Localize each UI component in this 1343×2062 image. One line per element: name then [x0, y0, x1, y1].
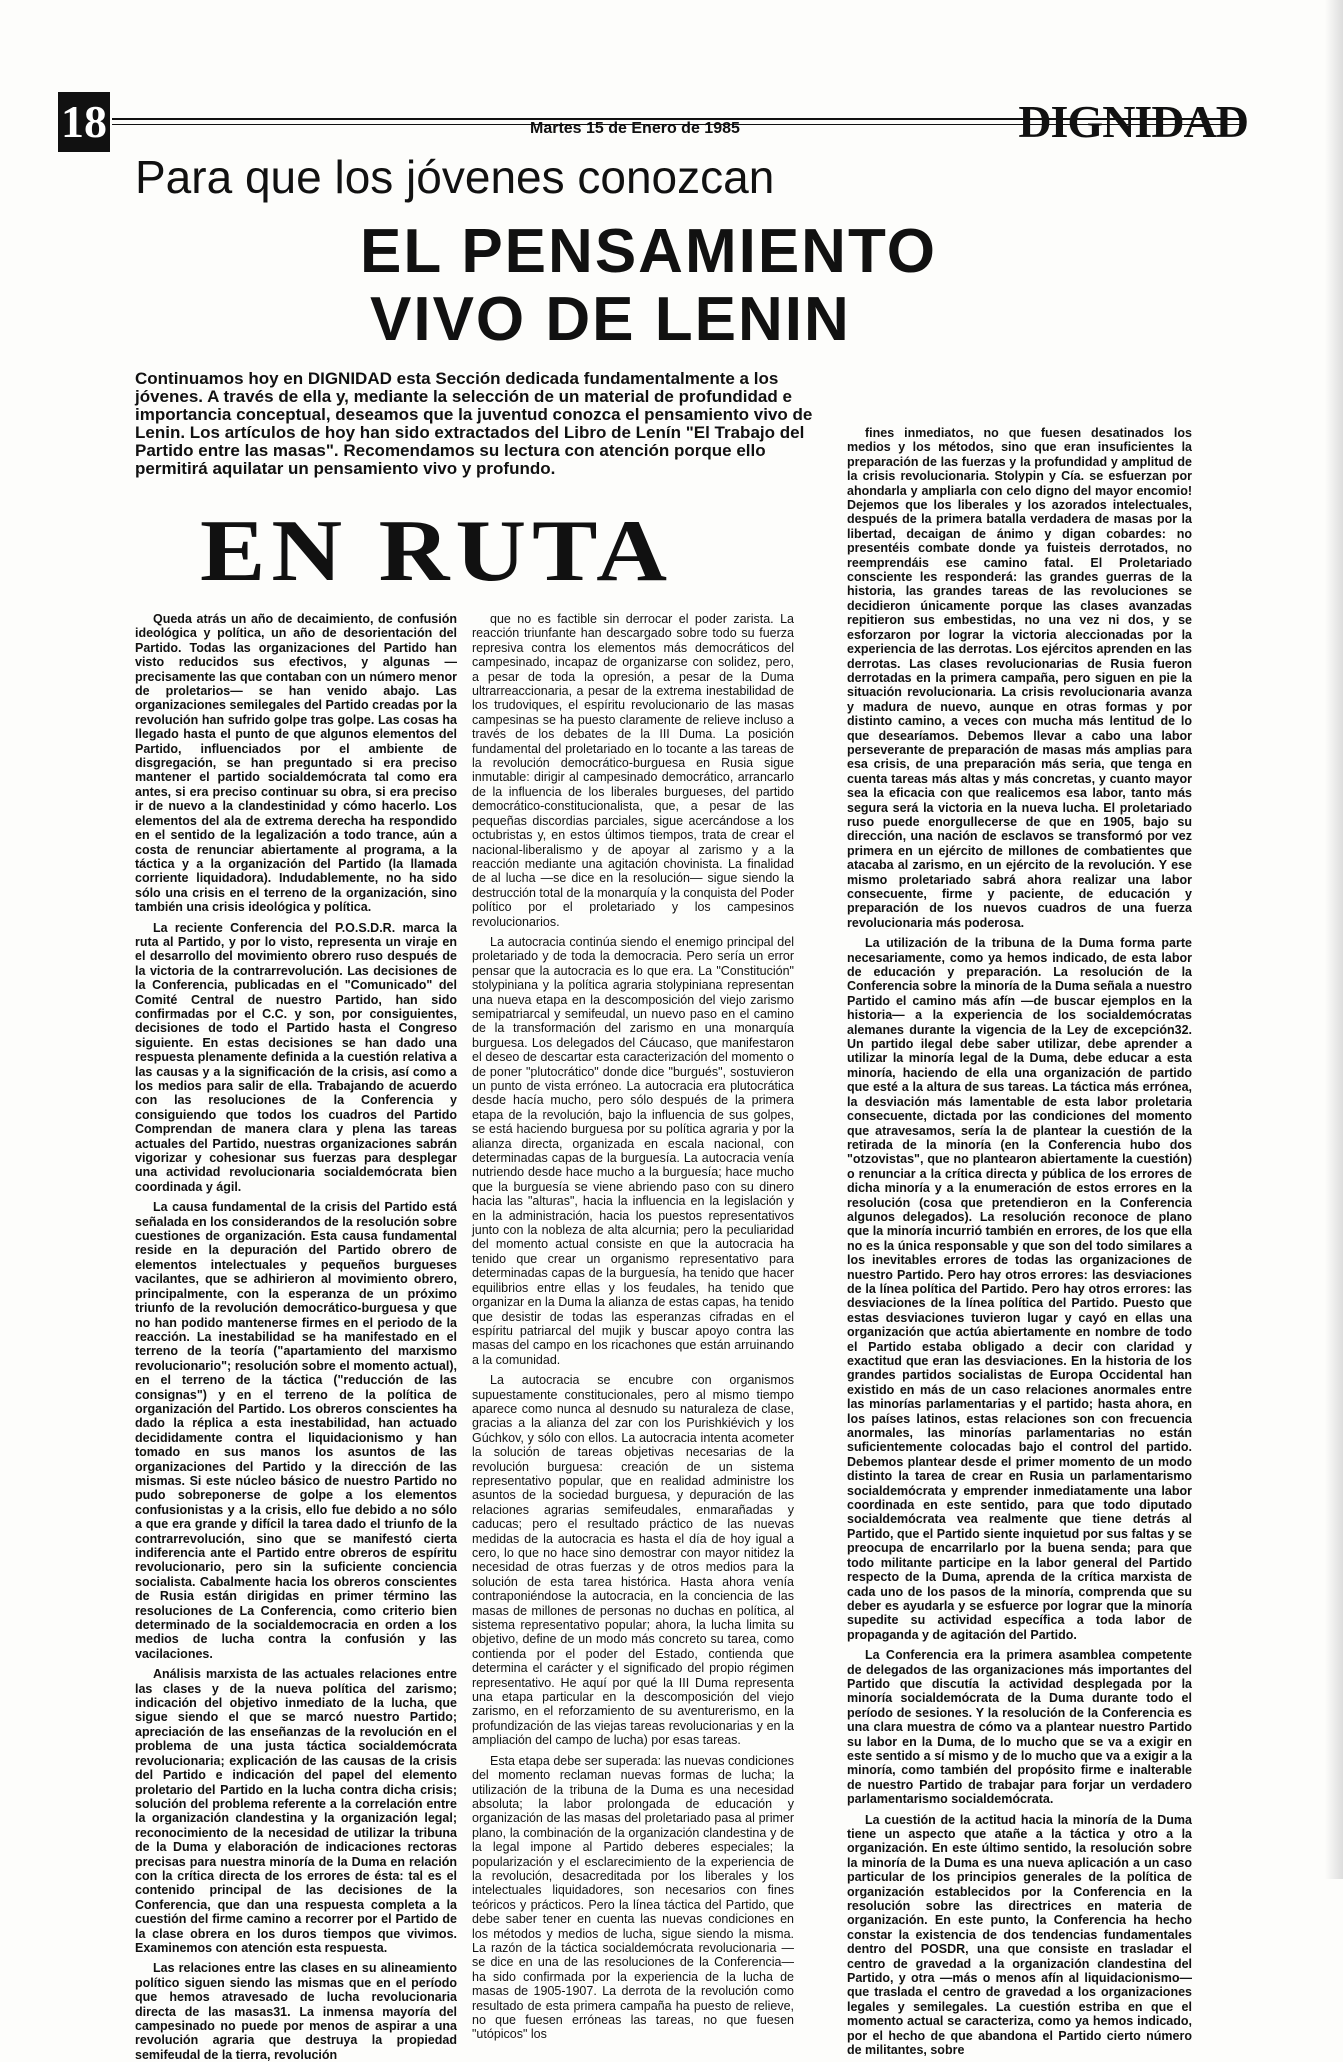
paragraph: Queda atrás un año de decaimiento, de confusión ideológica y política, un año de desorientación del Partido. Todas las organizaciones del Partido han visto reducidos sus efectivos, y algunas —precisamente las que contaban con un número menor de proletarios— se han venido abajo. Las organizaciones semilegales del Partido creadas por la revolución han sufrido golpe tras golpe. Las cosas ha llegado hasta el punto de que algunos elementos del Partido, influenciados por el ambiente de disgregación, se han preguntado si era preciso mantener el partido socialdemócrata tal como era antes, si era preciso continuar su obra, si era preciso ir de nuevo a la clandestinidad y cómo hacerlo. Los elementos del ala de extrema derecha ha respondido en el sentido de la legalización a todo trance, aún a costa de renunciar abiertamente al programa, a la táctica y a la organización del Partido (la llamada corriente liquidadora). Indudablemente, no ha sido sólo una crisis en el terreno de la organización, sino también una crisis ideológica y política.	[135, 612, 457, 915]
paragraph: La causa fundamental de la crisis del Partido está señalada en los considerandos de la resolución sobre cuestiones de organización. Esta causa fundamental reside en la depuración del Partido obrero de elementos intelectuales y pequeños burgueses vacilantes, que se adhirieron al movimiento obrero, principalmente, con la esperanza de un próximo triunfo de la revolución democrático-burguesa y que no han podido mantenerse firmes en el periodo de la reacción. La inestabilidad se ha manifestado en el terreno de la teoría ("apartamiento del marxismo revolucionario"; resolución sobre el momento actual), en el terreno de la táctica ("reducción de las consignas") y en el terreno de la política de organización del Partido. Los obreros conscientes ha dado la réplica a esta inestabilidad, han actuado decididamente contra el liquidacionismo y han tomado en sus manos los asuntos de las organizaciones del Partido y la dirección de las mismas. Si este núcleo básico de nuestro Partido no pudo sobreponerse de golpe a los elementos confusionistas y a la crisis, ello fue debido a no sólo a que era grande y difícil la tarea dado el triunfo de la contrarrevolución, sino que se manifestó cierta indiferencia ante el Partido entre obreros de espíritu revolucionario, pero sin la suficiente conciencia socialista. Cabalmente hacia los obreros conscientes de Rusia están dirigidas en primer término las resoluciones de La Conferencia, como criterio bien determinado de la socialdemocracia en orden a los medios de lucha contra la confusión y las vacilaciones.	[135, 1200, 457, 1661]
paragraph: que no es factible sin derrocar el poder zarista. La reacción triunfante han descargado sobre todo su fuerza represiva contra los elementos más democráticos del campesinado, incapaz de organizarse con solidez, pero, a pesar de toda la opresión, a pesar de la Duma ultrarreaccionaria, a pesar de la extrema inestabilidad de los trudoviques, el espíritu revolucionario de las masas campesinas se ha puesto claramente de relieve incluso a través de los debates de la III Duma. La posición fundamental del proletariado en lo tocante a las tareas de la revolución democrático-burguesa en Rusia sigue inmutable: dirigir al campesinado democrático, arrancarlo de la influencia de los liberales burgueses, del partido democrático-constitucionalista, que, a pesar de las pequeñas discordias parciales, sigue acercándose a los octubristas y, en estos últimos tiempos, trata de crear el nacional-liberalismo y de apoyar al zarismo y a la reacción mediante una agitación chovinista. La finalidad de al lucha —se dice en la resolución— sigue siendo la destrucción total de la monarquía y la conquista del Poder político por el proletariado y los campesinos revolucionarios.	[472, 612, 794, 929]
paragraph: La Conferencia era la primera asamblea competente de delegados de las organizaciones más importantes del Partido que discutía la actividad desplegada por la minoría socialdemócrata de la Duma durante todo el período de sesiones. Y la resolución de la Conferencia es una clara muestra de cómo va a plantear nuestro Partido su labor en la Duma, de lo mucho que se va a exigir en este sentido a sí mismo y de lo mucho que va a exigir a la minoría, como también del propósito firme e inalterable de nuestro Partido de trabajar para forjar un verdadero parlamentarismo socialdemócrata.	[847, 1648, 1192, 1807]
headline-kicker: Para que los jóvenes conozcan	[135, 151, 775, 203]
article-column-2	[472, 612, 794, 2042]
intro-paragraph: Continuamos hoy en DIGNIDAD esta Sección dedicada fundamentalmente a los jóvenes. A través de ella y, mediante la selección de un material de profundidad e importancia conceptual, deseamos que la juventud conozca el pensamiento vivo de Lenin. Los artículos de hoy han sido extractados del Libro de Lenín "El Trabajo del Partido entre las masas". Recomendamos su lectura con atención porque ello permitirá aquilatar un pensamiento vivo y profundo.	[135, 369, 813, 478]
paragraph: La autocracia continúa siendo el enemigo principal del proletariado y de toda la democracia. Pero sería un error pensar que la autocracia es lo que era. La "Constitución" stolypiniana y la política agraria stolypiniana representan una nueva etapa en la descomposición del viejo zarismo semipatriarcal y semifeudal, un nuevo paso en el camino de la transformación del zarismo en una monarquía burguesa. Los delegados del Cáucaso, que manifestaron el deseo de descartar esta caracterización del momento o de poner "plutocrático" donde dice "burgués", sostuvieron un punto de vista erróneo. La autocracia era plutocrática desde hacía mucho, pero sólo después de la primera etapa de la revolución, bajo la influencia de sus golpes, se está haciendo burguesa por su política agraria y por la alianza directa, organizada en escala nacional, con determinadas capas de la burguesía. La autocracia venía nutriendo desde hace mucho a la burguesía; hace mucho que la burguesía se viene abriendo paso con su dinero hacia las "alturas", hacia la influencia en la legislación y en la administración, hacia los puestos representativos junto con la nobleza de alta alcurnia; pero la peculiaridad del momento actual consiste en que la autocracia ha tenido que crear un organismo representativo para determinadas capas de la burguesía, ha tenido que hacer equilibrios entre ellas y los feudales, ha tenido que organizar en la Duma la alianza de estas capas, ha tenido que desistir de todas las esperanzas cifradas en el espíritu patriarcal del mujik y buscar apoyo contra las masas del campo en los ricachones que están arruinando a la comunidad.	[472, 934, 794, 1367]
section-title: EN RUTA	[200, 502, 674, 600]
paragraph: Las relaciones entre las clases en su alineamiento político siguen siendo las mismas que en el período que hemos atravesado de lucha revolucionaria directa de las masas31. La inmensa mayoría del campesinado no puede por menos de aspirar a una revolución agraria que destruya la propiedad semifeudal de la tierra, revolución	[135, 1961, 457, 2062]
article-column-1	[135, 612, 457, 2062]
paragraph: fines inmediatos, no que fuesen desatinados los medios y los métodos, sino que eran insuficientes la preparación de las fuerzas y la profundidad y amplitud de la crisis revolucionaria. Stolypin y Cía. se esfuerzan por ahondarla y ampliarla con celo digno del mayor encomio! Dejemos que los liberales y los azorados intelectuales, después de la primera batalla verdadera de masas por la libertad, decaigan de ánimo y digan cobardes: no presentéis combate donde ya fuisteis derrotados, no reemprendáis ese camino fatal. El Proletariado consciente les responderá: las grandes guerras de la historia, las grandes tareas de las revoluciones se decidieron únicamente porque las clases avanzadas repitieron sus embestidas, no una vez ni dos, y se esforzaron por lograr la victoria aleccionadas por la experiencia de las derrotas. Los ejércitos aprenden en las derrotas. Las clases revolucionarias de Rusia fueron derrotadas en la primera campaña, pero siguen en pie la situación revolucionaria. La crisis revolucionaria avanza y madura de nuevo, aunque en otras formas y por distinto camino, a veces con mucha más lentitud de lo que desearíamos. Debemos llevar a cabo una labor perseverante de preparación de masas más amplias para esa crisis, de una preparación más seria, que tenga en cuenta tareas más altas y más concretas, y cuanto mayor sea la eficacia con que realicemos esa labor, tanto más segura será la victoria en la nueva lucha. El proletariado ruso puede enorgullecerse de que en 1905, bajo su dirección, una nación de esclavos se transformó por vez primera en un ejército de millones de combatientes que atacaba al zarismo, en un ejército de la revolución. Y ese mismo proletariado sabrá ahora realizar una labor consecuente, firme y paciente, de educación y preparación de los nuevos cuadros de una fuerza revolucionaria más poderosa.	[847, 426, 1192, 930]
issue-date: Martes 15 de Enero de 1985	[530, 120, 740, 137]
paragraph: La utilización de la tribuna de la Duma forma parte necesariamente, como ya hemos indicado, de esta labor de educación y preparación. La resolución de la Conferencia sobre la minoría de la Duma señala a nuestro Partido el camino más afín —de buscar ejemplos en la historia— a la experiencia de los socialdemócratas alemanes durante la vigencia de la Ley de excepción32. Un partido ilegal debe saber utilizar, debe aprender a utilizar la minoría legal de la Duma, debe educar a esta minoría, haciendo de ella una organización de partido que esté a la altura de sus tareas. La táctica más errónea, la desviación más lamentable de esta labor proletaria consecuente, dictada por las condiciones del momento que atravesamos, sería la de plantear la cuestión de la retirada de la minoría (en la Conferencia hubo dos "otzovistas", que no plantearon abiertamente la cuestión) o renunciar a la crítica directa y pública de los errores de dicha minoría y a la enumeración de estos errores en la resolución (cosa que pretendieron en la Conferencia algunos delegados). La resolución reconoce de plano que la minoría incurrió también en errores, de los que ella no es la única responsable y que son del todo similares a los inevitables errores de todas las organizaciones de nuestro Partido. Pero hay otros errores: las desviaciones de la línea política del Partido. Pero hay otros errores: las desviaciones de la línea política del Partido. Puesto que estas desviaciones tuvieron lugar y cayó en ellas una organización que actúa abiertamente en nombre de todo el Partido estaba obligado a decir con claridad y exactitud que eran las desviaciones. En la historia de los grandes partidos socialistas de Europa Occidental han existido en más de un caso relaciones anormales entre las minorías parlamentarias y el partido; hasta ahora, en los países latinos, estas relaciones son con frecuencia anormales, las minorías parlamentarias no están suficientemente colocadas bajo el control del partido. Debemos plantear desde el primer momento de un modo distinto la tarea de crear en Rusia un parlamentarismo socialdemócrata y emprender inmediatamente una labor coordinada en este sentido, para que todo diputado socialdemócrata vea realmente que tiene detrás al Partido, que el Partido siente inquietud por sus faltas y se preocupa de encarrilarlo por la buena senda; para que todo militante participe en la labor general del Partido respecto de la Duma, aprenda de la crítica marxista de cada uno de los pasos de la minoría, comprenda que su deber es ayudarla y se esfuerce por lograr que la minoría supedite su actividad específica a toda labor de propaganda y de agitación del Partido.	[847, 936, 1192, 1642]
headline-title-line2: VIVO DE LENIN	[370, 285, 851, 354]
paragraph: La cuestión de la actitud hacia la minoría de la Duma tiene un aspecto que atañe a la táctica y otro a la organización. En este último sentido, la resolución sobre la minoría de la Duma es una nueva aplicación a un caso particular de los principios generales de la política de organización establecidos por la Conferencia en la resolución sobre las directrices en materia de organización. En este punto, la Conferencia ha hecho constar la existencia de dos tendencias fundamentales dentro del POSDR, una que consiste en trasladar el centro de gravedad a la organización clandestina del Partido, y otra —más o menos afín al liquidacionismo— que traslada el centro de gravedad a los organizaciones legales y semilegales. La cuestión estriba en que el momento actual se caracteriza, como ya hemos indicado, por el hecho de que abandona el Partido cierto número de militantes, sobre	[847, 1812, 1192, 2058]
paragraph: Análisis marxista de las actuales relaciones entre las clases y de la nueva política del zarismo; indicación del objetivo inmediato de la lucha, que sigue siendo el que se marcó nuestro Partido; apreciación de las enseñanzas de la revolución en el problema de una justa táctica socialdemócrata revolucionaria; explicación de las causas de la crisis del Partido e indicación del papel del elemento proletario del Partido en la lucha contra dicha crisis; solución del problema referente a la correlación entre la organización clandestina y la organización legal; reconocimiento de la necesidad de utilizar la tribuna de la Duma y elaboración de indicaciones rectoras precisas para nuestra minoría de la Duma en relación con la crítica directa de los errores de ésta: tal es el contenido principal de las decisiones de la Conferencia, que dan una respuesta completa a la cuestión del firme camino a recorrer por el Partido de la clase obrera en los duros tiempos que vivimos. Examinemos con atención esta respuesta.	[135, 1667, 457, 1955]
masthead-logo: DIGNIDAD	[1018, 96, 1248, 147]
page-number: 18	[58, 92, 110, 152]
page-edge	[1325, 0, 1343, 1879]
paragraph: La reciente Conferencia del P.O.S.D.R. marca la ruta al Partido, y por lo visto, representa un viraje en el desarrollo del movimiento obrero ruso después de la victoria de la contrarrevolución. Las decisiones de la Conferencia, publicadas en el "Comunicado" del Comité Central de nuestro Partido, han sido confirmadas por el C.C. y son, por consiguientes, decisiones de todo el Partido hasta el Congreso siguiente. En estas decisiones se han dado una respuesta plenamente definida a la cuestión relativa a las causas y a la significación de la crisis, así como a los medios para salir de ella. Trabajando de acuerdo con las resoluciones de la Conferencia y consiguiendo que todos los cuadros del Partido Comprendan de manera clara y plena las tareas actuales del Partido, nuestras organizaciones sabrán vigorizar y cohesionar sus fuerzas para desplegar una actividad revolucionaria socialdemócrata bien coordinada y ágil.	[135, 920, 457, 1194]
paragraph: Esta etapa debe ser superada: las nuevas condiciones del momento reclaman nuevas formas de lucha; la utilización de la tribuna de la Duma es una necesidad absoluta; la labor prolongada de educación y organización de las masas del proletariado pasa al primer plano, la combinación de la organización clandestina y de la legal impone al Partido deberes especiales; la popularización y el esclarecimiento de la experiencia de la revolución, desacreditada por los liberales y los intelectuales liquidadores, son necesarios con fines teóricos y prácticos. Pero la línea táctica del Partido, que debe saber tener en cuenta las nuevas condiciones en los métodos y medios de lucha, sigue siendo la misma. La razón de la táctica socialdemócrata revolucionaria —se dice en una de las resoluciones de la Conferencia— ha sido confirmada por la experiencia de la lucha de masas de 1905-1907. La derrota de la revolución como resultado de esta primera campaña ha puesto de relieve, no que fuesen erróneas las tareas, no que fuesen "utópicos" los	[472, 1753, 794, 2042]
paragraph: La autocracia se encubre con organismos supuestamente constitucionales, pero al mismo tiempo aparece como nunca al desnudo su naturaleza de clase, gracias a la alianza del zar con los Purishkiévich y los Gúchkov, y sólo con ellos. La autocracia intenta acometer la solución de tareas objetivas necesarias de la revolución burguesa: creación de un sistema representativo popular, que en realidad administre los asuntos de la sociedad burguesa, y depuración de las relaciones agrarias semifeudales, enmarañadas y caducas; pero el resultado práctico de las nuevas medidas de la autocracia es hasta el día de hoy igual a cero, lo que no hace sino demostrar con mayor nitidez la necesidad de otras fuerzas y de otros medios para la solución de esta tarea histórica. Hasta ahora venía contraponiéndose la autocracia, en la conciencia de las masas de millones de personas no duchas en política, al sistema representativo popular; ahora, la lucha limita su objetivo, define de un modo más concreto su tarea, como contienda por el poder del Estado, contienda que determina el carácter y el significado del propio régimen representativo. He aquí por qué la III Duma representa una etapa particular en la descomposición del viejo zarismo, en el reforzamiento de su aventurerismo, en la profundización de las viejas tareas revolucionarias y en la ampliación del campo de lucha) por esas tareas.	[472, 1373, 794, 1748]
article-column-3	[847, 426, 1192, 2058]
headline-title-line1: EL PENSAMIENTO	[360, 217, 937, 286]
